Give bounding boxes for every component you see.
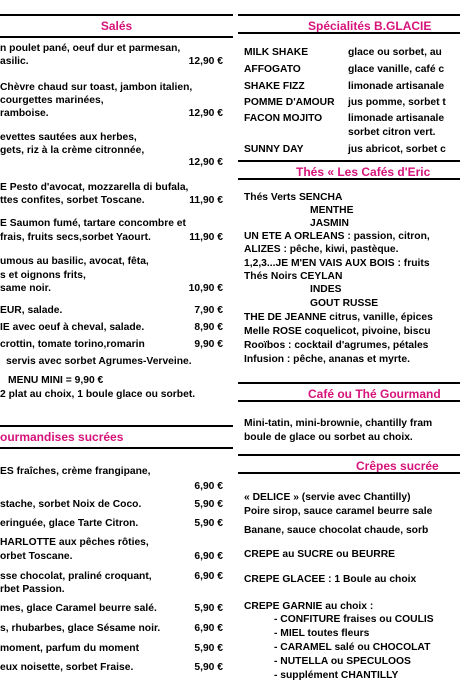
crepes-line: « DELICE » (servie avec Chantilly) bbox=[244, 492, 411, 503]
dessert-item-price: 5,90 € bbox=[194, 662, 223, 673]
thes-section-title: Thés « Les Cafés d'Eric bbox=[238, 160, 460, 180]
sales-item-line: crottin, tomate torino,romarin bbox=[0, 339, 145, 350]
sales-section-title: Salés bbox=[0, 14, 233, 38]
thes-line: INDES bbox=[310, 284, 342, 295]
desserts-section-title: ourmandises sucrées bbox=[0, 425, 233, 449]
dessert-item-price: 5,90 € bbox=[194, 603, 223, 614]
dessert-item-price: 6,90 € bbox=[194, 551, 223, 562]
thes-line: JASMIN bbox=[310, 218, 349, 229]
sales-item-line: frais, fruits secs,sorbet Yaourt. bbox=[0, 232, 151, 243]
dessert-item-line: stache, sorbet Noix de Coco. bbox=[0, 499, 142, 510]
crepes-line: CREPE au SUCRE ou BEURRE bbox=[244, 549, 396, 560]
dessert-item-line: moment, parfum du moment bbox=[0, 643, 140, 654]
specialite-description: limonade artisanale bbox=[348, 81, 445, 92]
dessert-item-price: 5,90 € bbox=[194, 499, 223, 510]
cafe-gourmand-line: boule de glace ou sorbet au choix. bbox=[244, 432, 413, 443]
crepes-line: Poire sirop, sauce caramel beurre sale bbox=[244, 506, 433, 517]
crepes-line: Banane, sauce chocolat chaude, sorb bbox=[244, 525, 429, 536]
crepes-line: CREPE GARNIE au choix : bbox=[244, 601, 374, 612]
thes-line: THE DE JEANNE citrus, vanille, épices bbox=[244, 312, 433, 323]
sales-item-line: umous au basilic, avocat, fêta, bbox=[0, 256, 149, 267]
crepes-section-title: Crêpes sucrée bbox=[238, 454, 460, 474]
sales-item-price: 12,90 € bbox=[188, 108, 223, 119]
thes-line: Thés Noirs CEYLAN bbox=[244, 271, 343, 282]
thes-line: Infusion : pêche, ananas et myrte. bbox=[244, 354, 410, 365]
dessert-item-price: 5,90 € bbox=[194, 518, 223, 529]
sales-item-price: 11,90 € bbox=[189, 232, 223, 243]
dessert-item-line: mes, glace Caramel beurre salé. bbox=[0, 603, 157, 614]
dessert-item-line: eringuée, glace Tarte Citron. bbox=[0, 518, 139, 529]
sales-item-price: 9,90 € bbox=[194, 339, 223, 350]
specialite-description: glace ou sorbet, au bbox=[348, 47, 442, 58]
sales-item-line: IE avec oeuf à cheval, salade. bbox=[0, 322, 145, 333]
crepes-option-line: - CARAMEL salé ou CHOCOLAT bbox=[274, 642, 431, 653]
served-note: servis avec sorbet Agrumes-Verveine. bbox=[6, 356, 192, 367]
sales-item-price: 12,90 € bbox=[188, 56, 223, 67]
sales-item-line: ramboise. bbox=[0, 108, 49, 119]
thes-line: 1,2,3...JE M'EN VAIS AUX BOIS : fruits bbox=[244, 258, 430, 269]
dessert-item-price: 6,90 € bbox=[194, 571, 223, 582]
dessert-item-price: 5,90 € bbox=[194, 643, 223, 654]
specialite-name: AFFOGATO bbox=[244, 64, 301, 75]
sales-item-price: 12,90 € bbox=[188, 157, 223, 168]
sales-item-line: courgettes marinées, bbox=[0, 95, 104, 106]
specialite-name: MILK SHAKE bbox=[244, 47, 309, 58]
cafe-gourmand-line: Mini-tatin, mini-brownie, chantilly fram bbox=[244, 418, 433, 429]
thes-line: Melle ROSE coquelicot, pivoine, biscu bbox=[244, 326, 431, 337]
cafe-gourmand-section-title: Café ou Thé Gourmand bbox=[238, 382, 460, 402]
sales-item-line: gets, riz à la crème citronnée, bbox=[0, 145, 145, 156]
sales-item-line: asilic. bbox=[0, 56, 29, 67]
sales-item-line: E Saumon fumé, tartare concombre et bbox=[0, 218, 186, 229]
specialite-description: limonade artisanale bbox=[348, 113, 445, 124]
sales-item-line: Chèvre chaud sur toast, jambon italien, bbox=[0, 82, 193, 93]
dessert-item-line: sse chocolat, praliné croquant, bbox=[0, 571, 152, 582]
crepes-option-line: - CONFITURE fraises ou COULIS bbox=[274, 614, 434, 625]
dessert-item-price: 6,90 € bbox=[194, 623, 223, 634]
sales-item-line: E Pesto d'avocat, mozzarella di bufala, bbox=[0, 182, 189, 193]
sales-item-line: EUR, salade. bbox=[0, 305, 63, 316]
sales-item-price: 10,90 € bbox=[188, 283, 223, 294]
sales-item-price: 8,90 € bbox=[194, 322, 223, 333]
specialites-section-title: Spécialités B.GLACIE bbox=[238, 14, 460, 34]
crepes-option-line: - MIEL toutes fleurs bbox=[274, 628, 370, 639]
dessert-item-line: eux noisette, sorbet Fraise. bbox=[0, 662, 134, 673]
dessert-item-line: orbet Toscane. bbox=[0, 551, 73, 562]
specialite-name: SUNNY DAY bbox=[244, 144, 304, 155]
specialite-description: jus abricot, sorbet c bbox=[348, 144, 446, 155]
thes-line: ALIZES : pêche, kiwi, pastèque. bbox=[244, 244, 399, 255]
specialite-description: sorbet citron vert. bbox=[348, 127, 436, 138]
dessert-item-price: 6,90 € bbox=[194, 481, 223, 492]
menu-mini-description: 2 plat au choix, 1 boule glace ou sorbet. bbox=[0, 389, 196, 400]
crepes-line: CREPE GLACEE : 1 Boule au choix bbox=[244, 574, 417, 585]
crepes-option-line: - NUTELLA ou SPECULOOS bbox=[274, 656, 411, 667]
thes-line: Thés Verts SENCHA bbox=[244, 192, 343, 203]
specialite-name: SHAKE FIZZ bbox=[244, 81, 305, 92]
specialite-name: FACON MOJITO bbox=[244, 113, 323, 124]
specialite-description: glace vanille, café c bbox=[348, 64, 445, 75]
thes-line: UN ETE A ORLEANS : passion, citron, bbox=[244, 231, 430, 242]
crepes-option-line: - supplément CHANTILLY bbox=[274, 670, 399, 681]
sales-item-line: n poulet pané, oeuf dur et parmesan, bbox=[0, 43, 181, 54]
dessert-item-line: HARLOTTE aux pêches rôties, bbox=[0, 537, 149, 548]
dessert-item-line: s, rhubarbes, glace Sésame noir. bbox=[0, 623, 161, 634]
thes-line: MENTHE bbox=[310, 205, 354, 216]
thes-line: Rooïbos : cocktail d'agrumes, pétales bbox=[244, 340, 429, 351]
sales-item-price: 11,90 € bbox=[189, 195, 223, 206]
dessert-item-line: ES fraîches, crème frangipane, bbox=[0, 466, 151, 477]
thes-line: GOUT RUSSE bbox=[310, 298, 379, 309]
right-menu-column bbox=[238, 0, 460, 700]
specialite-name: POMME D'AMOUR bbox=[244, 97, 335, 108]
sales-item-line: s et oignons frits, bbox=[0, 270, 86, 281]
menu-mini-title: MENU MINI = 9,90 € bbox=[8, 375, 104, 386]
sales-item-price: 7,90 € bbox=[194, 305, 223, 316]
specialite-description: jus pomme, sorbet t bbox=[348, 97, 446, 108]
dessert-item-line: rbet Passion. bbox=[0, 584, 65, 595]
sales-item-line: ttes confites, sorbet Toscane. bbox=[0, 195, 145, 206]
sales-item-line: same noir. bbox=[0, 283, 51, 294]
sales-item-line: evettes sautées aux herbes, bbox=[0, 132, 137, 143]
